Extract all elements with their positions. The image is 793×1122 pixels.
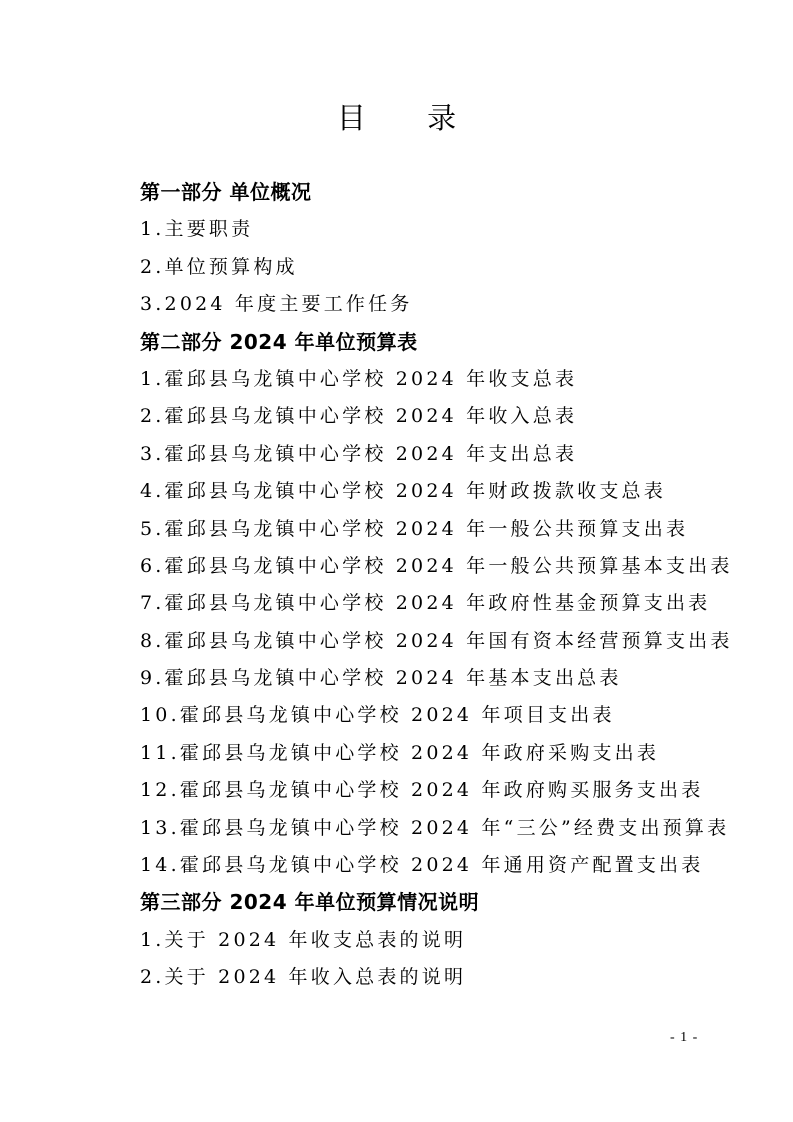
- toc-entry: 2.单位预算构成: [140, 255, 298, 278]
- toc-entry: 2.霍邱县乌龙镇中心学校 2024 年收入总表: [140, 405, 578, 428]
- toc-entry: 3.霍邱县乌龙镇中心学校 2024 年支出总表: [140, 442, 578, 465]
- toc-entry: 9.霍邱县乌龙镇中心学校 2024 年基本支出总表: [140, 667, 622, 690]
- toc-entry: 4.霍邱县乌龙镇中心学校 2024 年财政拨款收支总表: [140, 480, 666, 503]
- toc-entry: 1.霍邱县乌龙镇中心学校 2024 年收支总表: [140, 367, 578, 390]
- toc-section-heading: 第三部分 2024 年单位预算情况说明: [140, 890, 480, 915]
- toc-entry: 1.主要职责: [140, 218, 254, 241]
- page-number: - 1 -: [670, 1030, 699, 1045]
- toc-entry: 10.霍邱县乌龙镇中心学校 2024 年项目支出表: [140, 704, 615, 727]
- page-title: 目 录: [336, 101, 483, 135]
- toc-entry: 13.霍邱县乌龙镇中心学校 2024 年“三公”经费支出预算表: [140, 816, 730, 839]
- toc-entry: 8.霍邱县乌龙镇中心学校 2024 年国有资本经营预算支出表: [140, 629, 733, 652]
- toc-section-heading: 第一部分 单位概况: [140, 180, 312, 204]
- toc-entry: 1.关于 2024 年收支总表的说明: [140, 928, 467, 951]
- toc-entry: 7.霍邱县乌龙镇中心学校 2024 年政府性基金预算支出表: [140, 592, 711, 615]
- toc-entry: 3.2024 年度主要工作任务: [140, 293, 413, 316]
- toc-entry: 12.霍邱县乌龙镇中心学校 2024 年政府购买服务支出表: [140, 779, 704, 802]
- toc-entry: 5.霍邱县乌龙镇中心学校 2024 年一般公共预算支出表: [140, 517, 689, 540]
- toc-entry: 6.霍邱县乌龙镇中心学校 2024 年一般公共预算基本支出表: [140, 554, 733, 577]
- toc-entry: 14.霍邱县乌龙镇中心学校 2024 年通用资产配置支出表: [140, 854, 704, 877]
- toc-section-heading: 第二部分 2024 年单位预算表: [140, 329, 418, 354]
- table-of-contents: [140, 174, 740, 997]
- toc-entry: 11.霍邱县乌龙镇中心学校 2024 年政府采购支出表: [140, 741, 660, 764]
- toc-entry: 2.关于 2024 年收入总表的说明: [140, 966, 467, 989]
